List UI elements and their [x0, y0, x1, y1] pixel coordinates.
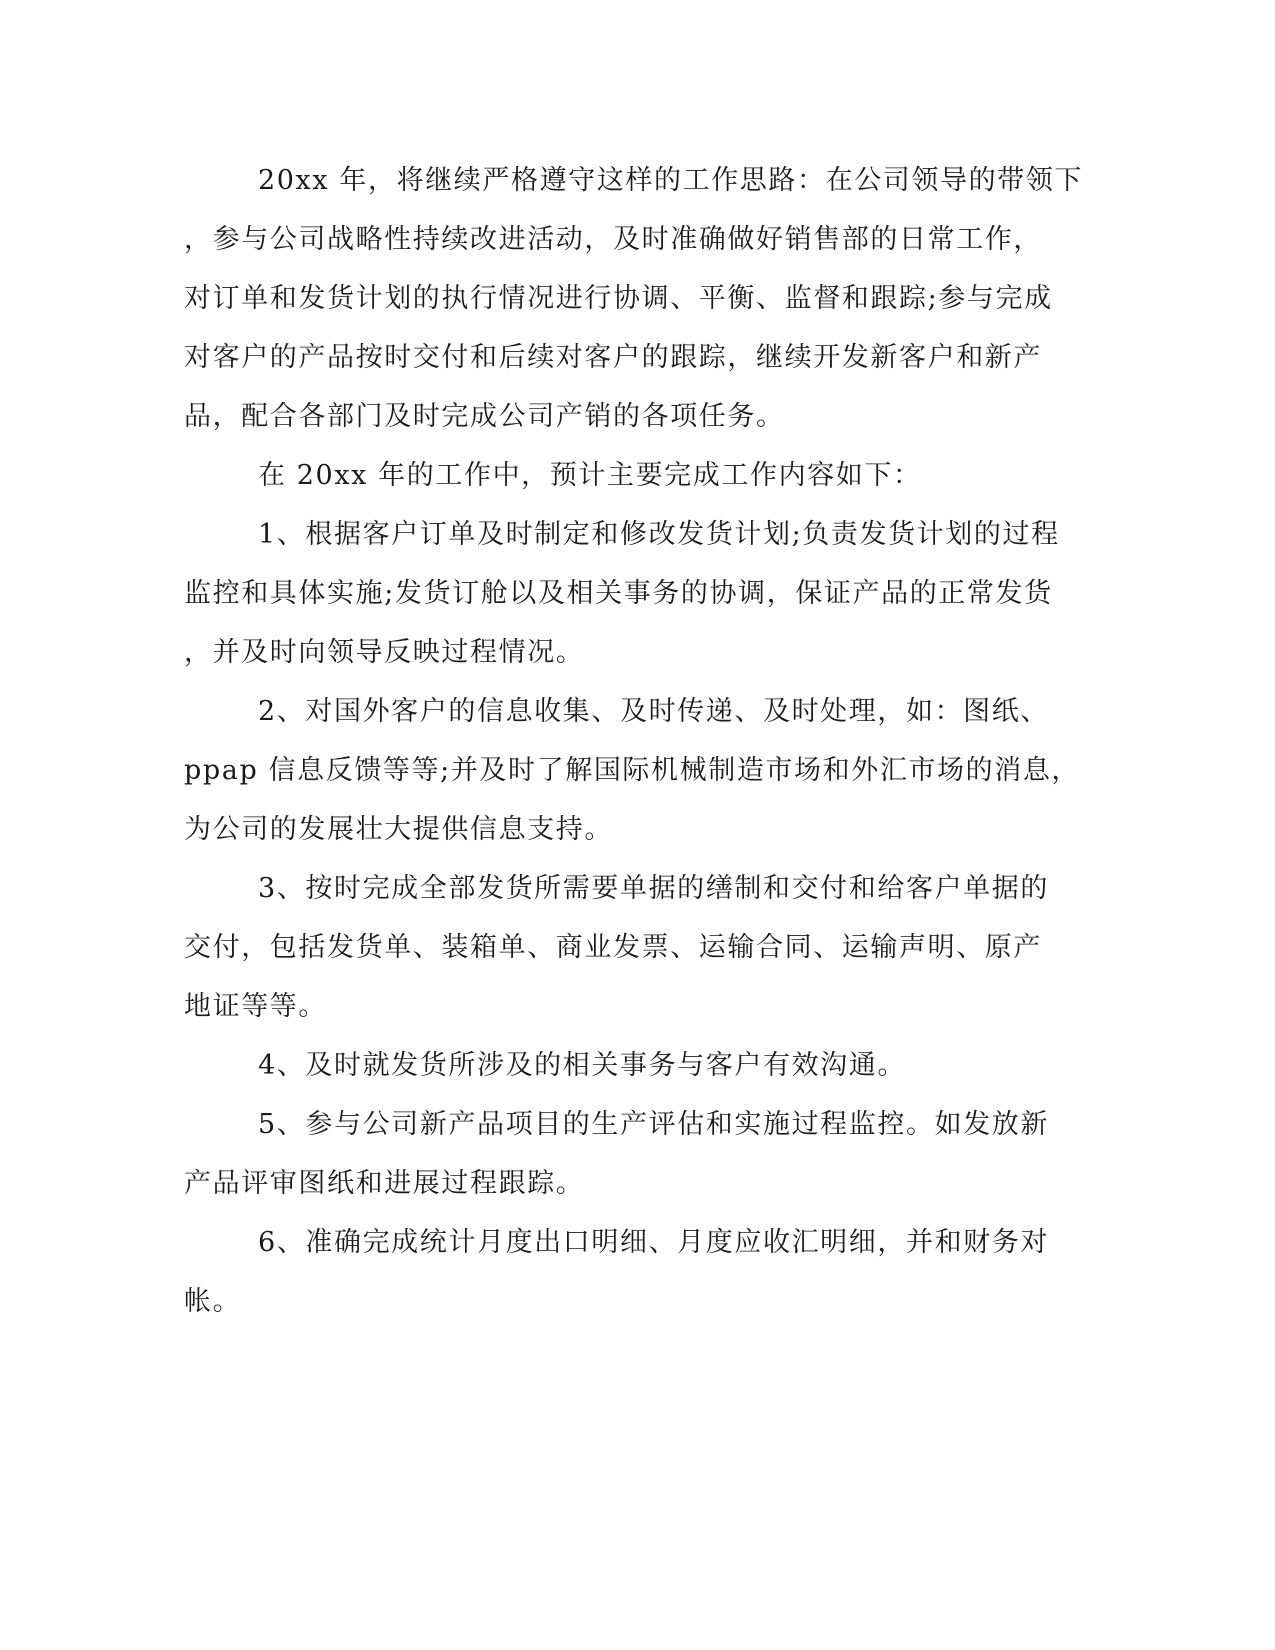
- list-item-line: 交付，包括发货单、装箱单、商业发票、运输合同、运输声明、原产: [184, 932, 1042, 963]
- paragraph-line: 对订单和发货计划的执行情况进行协调、平衡、监督和跟踪;参与完成: [184, 283, 1053, 314]
- list-item-line: 产品评审图纸和进展过程跟踪。: [184, 1168, 585, 1199]
- list-item-line: ，并及时向领导反映过程情况。: [184, 637, 585, 668]
- paragraph-line: 品，配合各部门及时完成公司产销的各项任务。: [184, 401, 785, 432]
- list-item-line: 3、按时完成全部发货所需要单据的缮制和交付和给客户单据的: [258, 873, 1049, 904]
- list-item-line: 为公司的发展壮大提供信息支持。: [184, 814, 613, 845]
- list-item-line: 帐。: [184, 1286, 242, 1317]
- paragraph-line: 在 20xx 年的工作中，预计主要完成工作内容如下：: [258, 460, 922, 491]
- list-item-line: 6、准确完成统计月度出口明细、月度应收汇明细，并和财务对: [258, 1227, 1049, 1258]
- list-item-line: 4、及时就发货所涉及的相关事务与客户有效沟通。: [258, 1050, 906, 1081]
- paragraph-line: 20xx 年，将继续严格遵守这样的工作思路：在公司领导的带领下: [258, 165, 1083, 196]
- list-item-line: 5、参与公司新产品项目的生产评估和实施过程监控。如发放新: [258, 1109, 1049, 1140]
- list-item-line: 2、对国外客户的信息收集、及时传递、及时处理，如：图纸、: [258, 696, 1049, 727]
- list-item-line: 监控和具体实施;发货订舱以及相关事务的协调，保证产品的正常发货: [184, 578, 1053, 609]
- list-item-line: 地证等等。: [184, 991, 327, 1022]
- list-item-line: 1、根据客户订单及时制定和修改发货计划;负责发货计划的过程: [258, 519, 1060, 550]
- paragraph-line: 对客户的产品按时交付和后续对客户的跟踪，继续开发新客户和新产: [184, 342, 1042, 373]
- list-item-line: ppap 信息反馈等等;并及时了解国际机械制造市场和外汇市场的消息，: [184, 755, 1081, 786]
- paragraph-line: ，参与公司战略性持续改进活动，及时准确做好销售部的日常工作，: [184, 224, 1042, 255]
